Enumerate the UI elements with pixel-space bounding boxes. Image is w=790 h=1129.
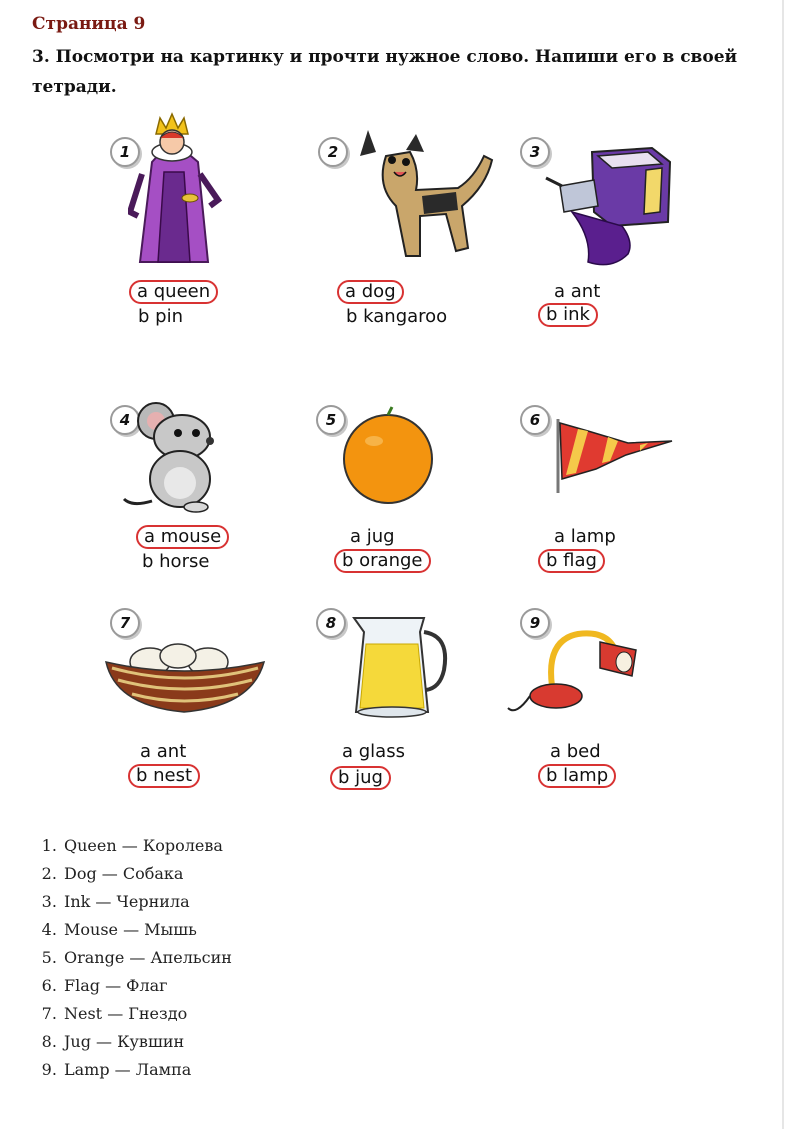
answer-item: 1. Queen — Королева — [62, 832, 232, 860]
option-a: a jug — [350, 526, 395, 547]
option-a: a ant — [554, 281, 601, 302]
jug-illustration — [344, 612, 454, 722]
task-instruction: 3. Посмотри на картинку и прочти нужное слово. Напиши его в своей тетради. — [32, 47, 738, 97]
orange-illustration — [340, 405, 440, 505]
option-a: a queen — [129, 280, 218, 304]
item-number: 3 — [520, 137, 550, 167]
option-a: a mouse — [136, 525, 229, 549]
exercise-item-8 — [314, 606, 524, 806]
exercise-item-1 — [108, 112, 318, 327]
nest-illustration — [102, 636, 268, 726]
answer-list — [42, 832, 232, 1084]
option-a: a ant — [140, 741, 187, 762]
option-b: b lamp — [538, 764, 616, 788]
mouse-illustration — [118, 397, 238, 517]
queen-illustration — [128, 112, 228, 277]
item-number: 8 — [316, 608, 346, 638]
answer-item: 8. Jug — Кувшин — [62, 1028, 232, 1056]
answer-item: 7. Nest — Гнездо — [62, 1000, 232, 1028]
answer-item: 5. Orange — Апельсин — [62, 944, 232, 972]
ink-illustration — [542, 142, 682, 272]
item-number: 6 — [520, 405, 550, 435]
item-number: 7 — [110, 608, 140, 638]
answer-item: 9. Lamp — Лампа — [62, 1056, 232, 1084]
flag-illustration — [548, 413, 678, 503]
dog-illustration — [346, 126, 496, 266]
option-a: a lamp — [554, 526, 616, 547]
item-number: 1 — [110, 137, 140, 167]
page-title: Страница 9 — [32, 14, 146, 34]
lamp-illustration — [504, 620, 654, 724]
option-b: b kangaroo — [346, 306, 448, 327]
answer-item: 4. Mouse — Мышь — [62, 916, 232, 944]
item-number: 9 — [520, 608, 550, 638]
item-number: 4 — [110, 405, 140, 435]
option-a: a bed — [550, 741, 601, 762]
option-a: a glass — [342, 741, 405, 762]
option-b: b pin — [138, 306, 183, 327]
item-number: 5 — [316, 405, 346, 435]
exercise-item-9 — [518, 606, 728, 806]
option-b: b orange — [334, 549, 431, 573]
exercise-item-6 — [518, 397, 728, 597]
exercise-item-4 — [108, 397, 318, 597]
page-border — [782, 0, 784, 1129]
answer-item: 2. Dog — Собака — [62, 860, 232, 888]
answer-item: 3. Ink — Чернила — [62, 888, 232, 916]
exercise-item-5 — [314, 397, 524, 597]
option-b: b flag — [538, 549, 605, 573]
option-b: b horse — [142, 551, 210, 572]
exercise-item-2 — [316, 112, 526, 327]
exercise-item-3 — [518, 112, 728, 325]
option-b: b ink — [538, 303, 598, 327]
answer-item: 6. Flag — Флаг — [62, 972, 232, 1000]
exercise-item-7 — [108, 606, 318, 806]
item-number: 2 — [318, 137, 348, 167]
option-b: b nest — [128, 764, 200, 788]
option-a: a dog — [337, 280, 404, 304]
option-b: b jug — [330, 766, 391, 790]
